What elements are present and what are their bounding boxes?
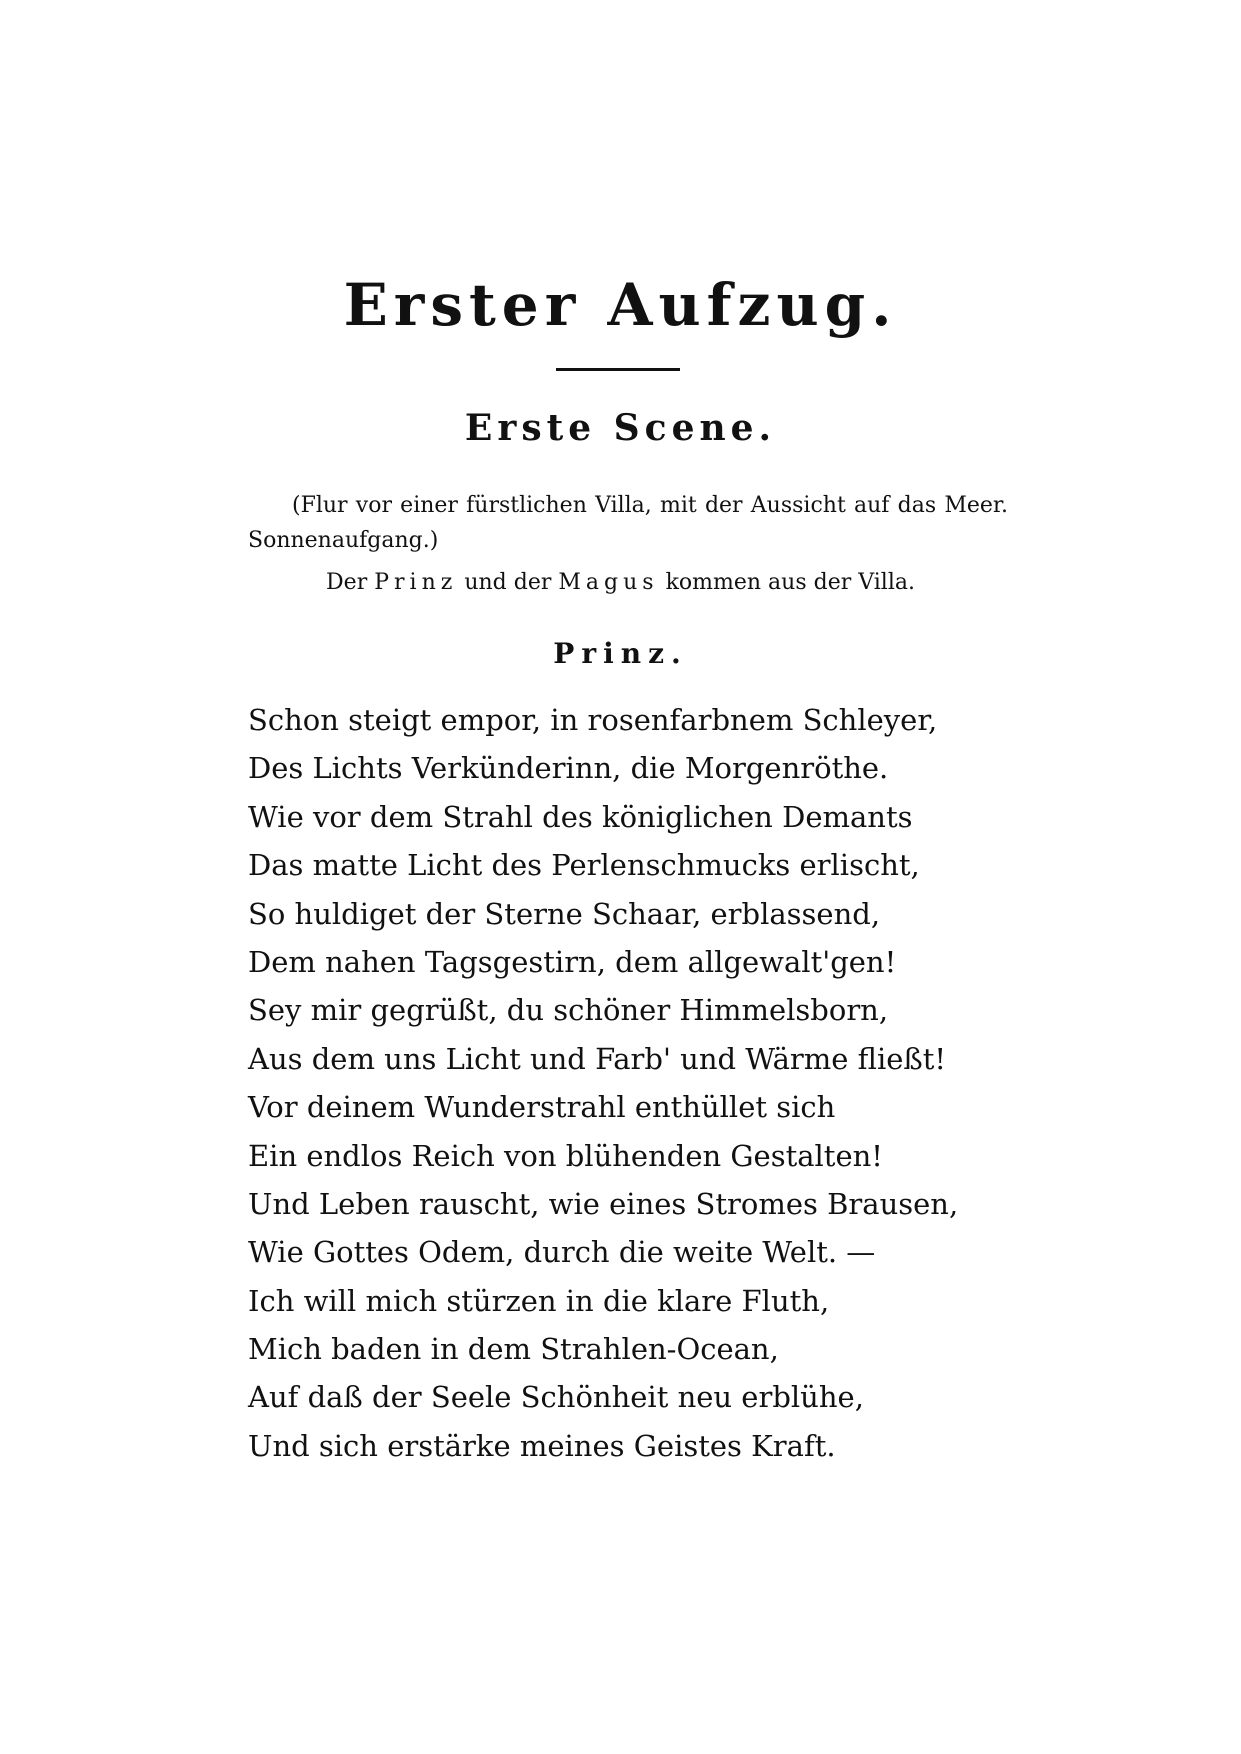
- speaker-name: Prinz.: [553, 637, 688, 670]
- verse-line: Dem nahen Tagsgestirn, dem allgewalt'gen!: [248, 944, 897, 979]
- verse-line: Sey mir gegrüßt, du schöner Himmelsborn,: [248, 993, 889, 1028]
- verse-line: Ich will mich stürzen in die klare Fluth,: [248, 1283, 830, 1318]
- scene-title: Erste Scene.: [464, 407, 777, 449]
- verse-line: Wie vor dem Strahl des königlichen Demants: [248, 799, 913, 834]
- verse-line: Das matte Licht des Perlenschmucks erlischt,: [248, 848, 920, 883]
- entrance-article: Der: [326, 570, 368, 595]
- verse-line: Vor deinem Wunderstrahl enthüllet sich: [248, 1090, 836, 1125]
- entrance-direction: [0, 566, 1241, 600]
- entrance-conjunction: und der: [464, 570, 552, 595]
- verse-line: Und Leben rauscht, wie eines Stromes Brausen,: [248, 1186, 959, 1221]
- verse-block: [248, 696, 1028, 1470]
- title-divider-rule: [556, 368, 680, 371]
- act-title: Erster Aufzug.: [343, 271, 898, 339]
- verse-line: Des Lichts Verkünderinn, die Morgenröthe.: [248, 751, 889, 786]
- verse-line: Schon steigt empor, in rosenfarbnem Schleyer,: [248, 703, 938, 737]
- verse-line: Aus dem uns Licht und Farb' und Wärme fließt!: [248, 1041, 947, 1076]
- verse-line: So huldiget der Sterne Schaar, erblassend,: [248, 896, 881, 931]
- verse-line: Und sich erstärke meines Geistes Kraft.: [248, 1428, 836, 1463]
- verse-line: Ein endlos Reich von blühenden Gestalten!: [248, 1138, 883, 1173]
- verse-line: Mich baden in dem Strahlen-Ocean,: [248, 1332, 779, 1367]
- character-name-prinz: Prinz: [374, 570, 458, 595]
- stage-direction: (Flur vor einer fürstlichen Villa, mit der Aussicht auf das Meer. Sonnenaufgang.): [248, 493, 1008, 553]
- verse-line: Wie Gottes Odem, durch die weite Welt. —: [248, 1235, 876, 1270]
- verse-line: Auf daß der Seele Schönheit neu erblühe,: [248, 1380, 864, 1415]
- character-name-magus: Magus: [558, 570, 659, 595]
- entrance-rest: kommen aus der Villa.: [665, 570, 915, 595]
